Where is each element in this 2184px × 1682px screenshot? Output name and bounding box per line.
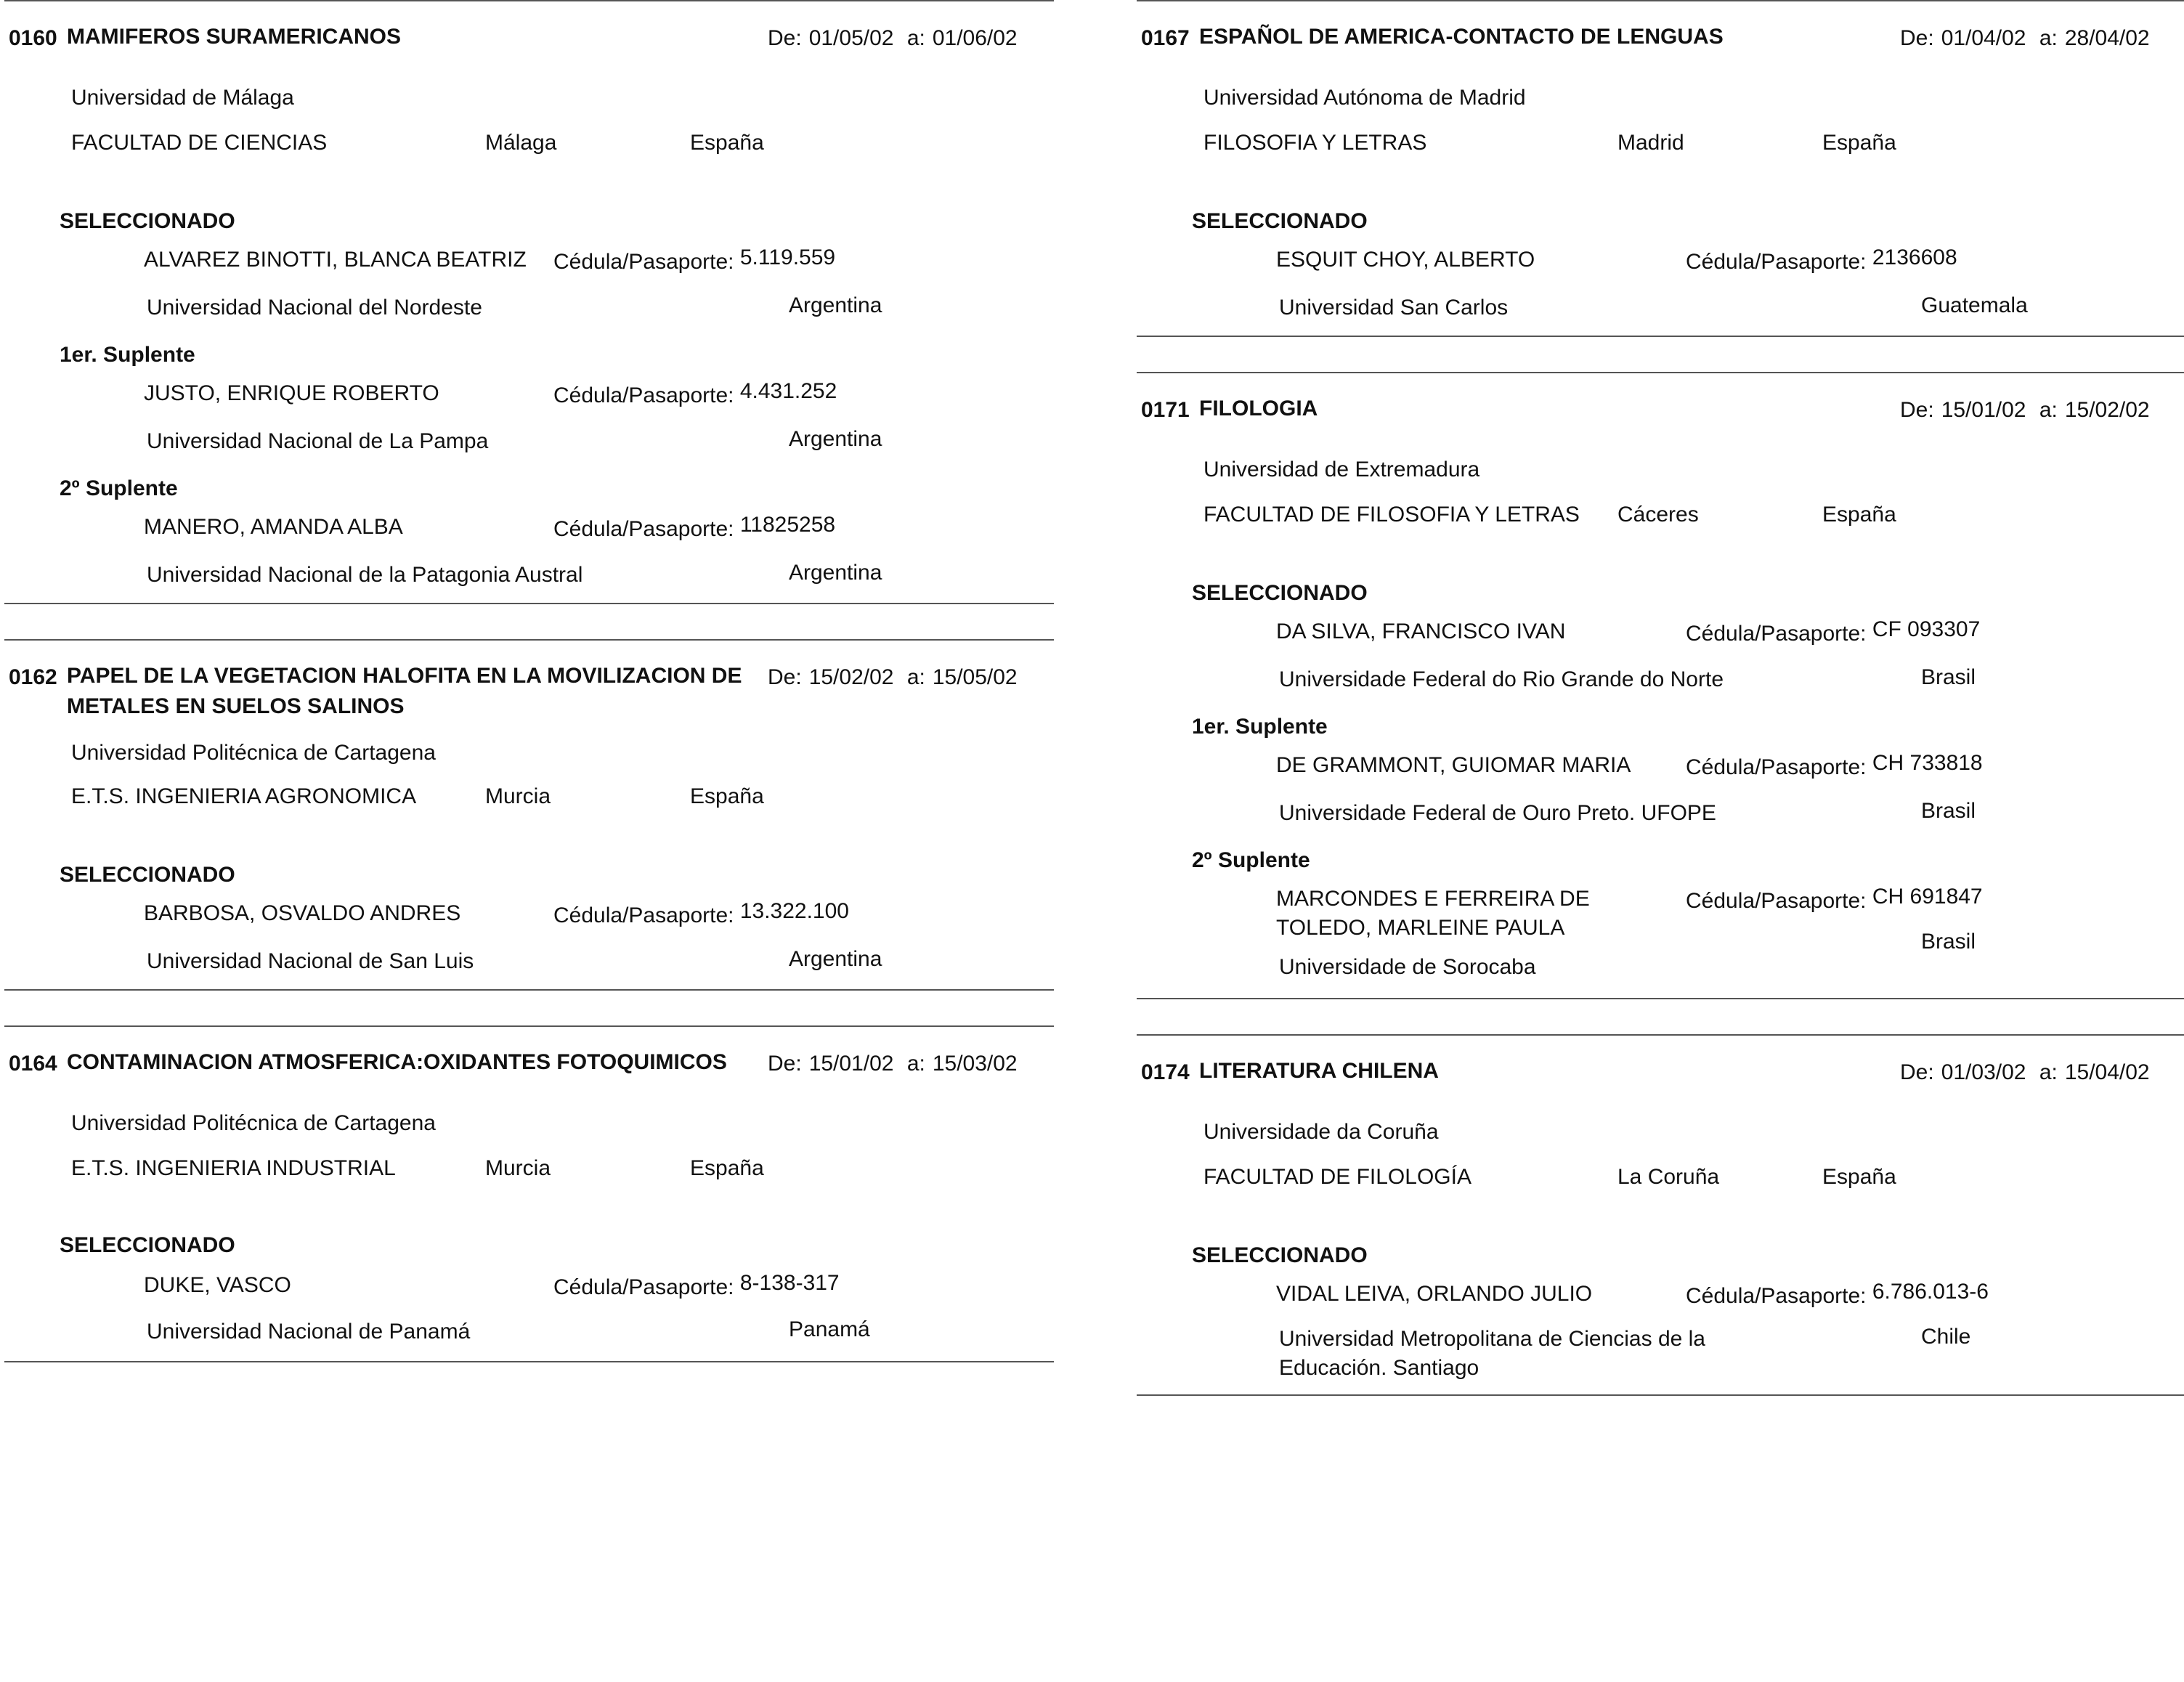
divider — [4, 989, 1054, 991]
candidate-country: Brasil — [1921, 930, 1976, 954]
candidate-country: Argentina — [789, 427, 882, 451]
candidate-university: Universidad Nacional de Panamá — [147, 1320, 471, 1344]
date-from: 01/03/02 — [1941, 1060, 2026, 1084]
candidate-university: Universidade Federal do Rio Grande do Norte — [1279, 667, 1724, 691]
program-title: LITERATURA CHILENA — [1199, 1059, 1439, 1083]
program-dates: De: 15/02/02 a: 15/05/02 — [768, 665, 1018, 689]
program-0171 — [1137, 372, 2184, 998]
program-dates: De: 15/01/02 a: 15/03/02 — [768, 1052, 1018, 1076]
date-to: 01/06/02 — [932, 26, 1018, 50]
divider — [1137, 998, 2184, 999]
role-label: 2º Suplente — [1192, 848, 1310, 872]
host-faculty: FACULTAD DE CIENCIAS — [71, 131, 328, 155]
host-faculty: FACULTAD DE FILOSOFIA Y LETRAS — [1203, 503, 1580, 527]
program-code: 0171 — [1141, 398, 1190, 422]
host-faculty: E.T.S. INGENIERIA INDUSTRIAL — [71, 1156, 396, 1180]
candidate-id: Cédula/Pasaporte: 6.786.013-6 — [1686, 1280, 1989, 1308]
program-title: MAMIFEROS SURAMERICANOS — [67, 25, 402, 49]
candidate-name: JUSTO, ENRIQUE ROBERTO — [144, 381, 439, 405]
host-country: España — [1822, 131, 1896, 155]
host-university: Universidad de Málaga — [71, 86, 294, 110]
program-code: 0167 — [1141, 26, 1190, 50]
date-to: 15/04/02 — [2064, 1060, 2150, 1084]
candidate-country: Argentina — [789, 293, 882, 317]
candidate-university: Universidad Nacional de la Patagonia Austral — [147, 563, 583, 587]
candidate-university: Universidade de Sorocaba — [1279, 955, 1536, 979]
date-from: 15/01/02 — [1941, 398, 2026, 422]
host-faculty: FILOSOFIA Y LETRAS — [1203, 131, 1427, 155]
candidate-id: Cédula/Pasaporte: 4.431.252 — [553, 379, 837, 407]
candidate-id: Cédula/Pasaporte: 2136608 — [1686, 245, 1957, 274]
program-0160 — [4, 0, 1054, 604]
program-0162 — [4, 639, 1054, 989]
candidate-id: Cédula/Pasaporte: 5.119.559 — [553, 245, 836, 274]
host-university: Universidad de Extremadura — [1203, 458, 1480, 482]
candidate-country: Brasil — [1921, 665, 1976, 689]
candidate-id: Cédula/Pasaporte: CH 691847 — [1686, 885, 1983, 913]
candidate-id: Cédula/Pasaporte: CF 093307 — [1686, 617, 1981, 646]
date-from: 01/05/02 — [808, 26, 894, 50]
program-code: 0164 — [9, 1052, 57, 1076]
candidate-country: Brasil — [1921, 799, 1976, 823]
host-city: Madrid — [1617, 131, 1684, 155]
host-university: Universidad Politécnica de Cartagena — [71, 741, 436, 765]
date-to: 15/05/02 — [932, 665, 1018, 689]
candidate-name: DE GRAMMONT, GUIOMAR MARIA — [1276, 753, 1631, 777]
role-label: SELECCIONADO — [1192, 209, 1368, 233]
divider — [1137, 1394, 2184, 1396]
host-country: España — [690, 1156, 764, 1180]
role-label: SELECCIONADO — [1192, 1243, 1368, 1267]
candidate-country: Guatemala — [1921, 293, 2028, 317]
candidate-name: VIDAL LEIVA, ORLANDO JULIO — [1276, 1282, 1593, 1306]
role-label: SELECCIONADO — [60, 1233, 235, 1257]
date-from: 15/01/02 — [808, 1052, 894, 1076]
date-from: 01/04/02 — [1941, 26, 2026, 50]
program-title: ESPAÑOL DE AMERICA-CONTACTO DE LENGUAS — [1199, 25, 1724, 49]
host-city: Murcia — [485, 1156, 551, 1180]
host-city: Málaga — [485, 131, 557, 155]
program-0167 — [1137, 0, 2184, 336]
program-dates: De: 01/04/02 a: 28/04/02 — [1900, 26, 2150, 50]
candidate-country: Argentina — [789, 947, 882, 971]
host-faculty: E.T.S. INGENIERIA AGRONOMICA — [71, 784, 417, 808]
role-label: 1er. Suplente — [60, 343, 195, 367]
host-city: Cáceres — [1617, 503, 1699, 527]
date-to: 15/02/02 — [2064, 398, 2150, 422]
candidate-university: Universidad Nacional del Nordeste — [147, 296, 482, 320]
host-city: La Coruña — [1617, 1165, 1720, 1189]
host-university: Universidad Politécnica de Cartagena — [71, 1111, 436, 1135]
program-0174 — [1137, 1034, 2184, 1396]
host-country: España — [1822, 503, 1896, 527]
host-city: Murcia — [485, 784, 551, 808]
program-title: FILOLOGIA — [1199, 397, 1318, 420]
candidate-name: MARCONDES E FERREIRA DE TOLEDO, MARLEINE PAULA — [1276, 887, 1590, 940]
host-country: España — [690, 131, 764, 155]
candidate-name: MANERO, AMANDA ALBA — [144, 515, 403, 539]
program-code: 0162 — [9, 665, 57, 689]
program-dates: De: 15/01/02 a: 15/02/02 — [1900, 398, 2150, 422]
candidate-university: Universidad Metropolitana de Ciencias de la Educación. Santiago — [1279, 1327, 1705, 1380]
candidate-id: Cédula/Pasaporte: 13.322.100 — [553, 899, 849, 927]
candidate-university: Universidad Nacional de La Pampa — [147, 429, 489, 453]
role-label: 2º Suplente — [60, 476, 178, 500]
role-label: SELECCIONADO — [60, 209, 235, 233]
role-label: 1er. Suplente — [1192, 715, 1328, 739]
candidate-country: Panamá — [789, 1317, 870, 1341]
divider — [4, 603, 1054, 604]
candidate-university: Universidad San Carlos — [1279, 296, 1509, 320]
candidate-name: DA SILVA, FRANCISCO IVAN — [1276, 619, 1566, 643]
candidate-name: ALVAREZ BINOTTI, BLANCA BEATRIZ — [144, 248, 527, 272]
candidate-university: Universidad Nacional de San Luis — [147, 949, 474, 973]
candidate-name: ESQUIT CHOY, ALBERTO — [1276, 248, 1535, 272]
host-university: Universidade da Coruña — [1203, 1120, 1439, 1144]
date-to: 28/04/02 — [2064, 26, 2150, 50]
host-country: España — [690, 784, 764, 808]
candidate-university: Universidade Federal de Ouro Preto. UFOPE — [1279, 801, 1716, 825]
host-country: España — [1822, 1165, 1896, 1189]
candidate-country: Chile — [1921, 1325, 1971, 1349]
program-title: PAPEL DE LA VEGETACION HALOFITA EN LA MOVILIZACION DE METALES EN SUELOS SALINOS — [67, 664, 742, 718]
host-university: Universidad Autónoma de Madrid — [1203, 86, 1526, 110]
role-label: SELECCIONADO — [1192, 581, 1368, 605]
host-faculty: FACULTAD DE FILOLOGÍA — [1203, 1165, 1471, 1189]
candidate-name: DUKE, VASCO — [144, 1273, 291, 1297]
candidate-id: Cédula/Pasaporte: 11825258 — [553, 513, 836, 541]
program-code: 0160 — [9, 26, 57, 50]
date-from: 15/02/02 — [808, 665, 894, 689]
program-0164 — [4, 1025, 1054, 1361]
candidate-id: Cédula/Pasaporte: CH 733818 — [1686, 751, 1983, 779]
program-code: 0174 — [1141, 1060, 1190, 1084]
candidate-name: BARBOSA, OSVALDO ANDRES — [144, 901, 461, 925]
candidate-id: Cédula/Pasaporte: 8-138-317 — [553, 1271, 840, 1299]
date-to: 15/03/02 — [932, 1052, 1018, 1076]
role-label: SELECCIONADO — [60, 863, 235, 887]
candidate-country: Argentina — [789, 561, 882, 585]
program-dates: De: 01/03/02 a: 15/04/02 — [1900, 1060, 2150, 1084]
divider — [1137, 336, 2184, 337]
program-title: CONTAMINACION ATMOSFERICA:OXIDANTES FOTOQUIMICOS — [67, 1050, 727, 1074]
program-dates: De: 01/05/02 a: 01/06/02 — [768, 26, 1018, 50]
divider — [4, 1361, 1054, 1362]
